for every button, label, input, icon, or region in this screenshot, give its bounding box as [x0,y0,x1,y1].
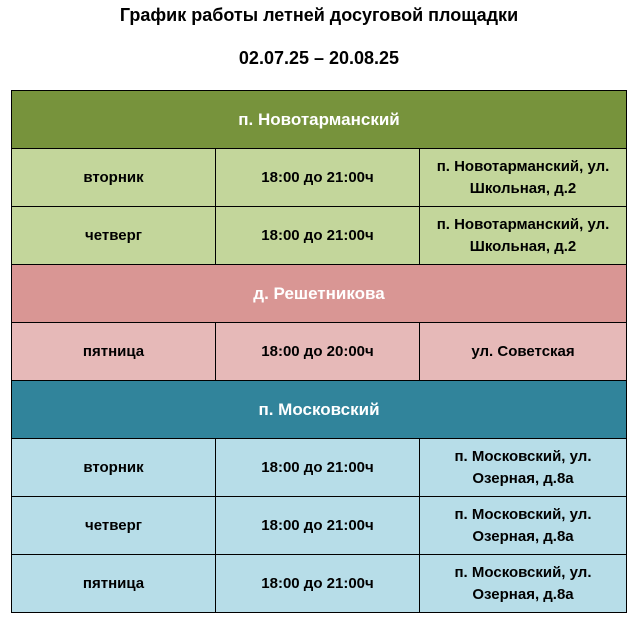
day-cell: вторник [12,149,216,207]
section-title: п. Московский [12,381,627,439]
place-cell: п. Новотарманский, ул. Школьная, д.2 [420,149,627,207]
section-title: д. Решетникова [12,265,627,323]
section-header-reshetnikova [12,265,627,323]
place-cell: п. Московский, ул. Озерная, д.8а [420,497,627,555]
day-cell: пятница [12,323,216,381]
time-cell: 18:00 до 21:00ч [216,207,420,265]
section-title: п. Новотарманский [12,91,627,149]
day-cell: четверг [12,207,216,265]
time-cell: 18:00 до 20:00ч [216,323,420,381]
day-cell: вторник [12,439,216,497]
schedule-table [11,90,627,613]
place-cell: п. Московский, ул. Озерная, д.8а [420,555,627,613]
time-cell: 18:00 до 21:00ч [216,555,420,613]
section-header-moskovsky [12,381,627,439]
place-cell: п. Московский, ул. Озерная, д.8а [420,439,627,497]
period-dates: 02.07.25 – 20.08.25 [238,48,400,68]
place-cell: п. Новотарманский, ул. Школьная, д.2 [420,207,627,265]
day-cell: пятница [12,555,216,613]
time-cell: 18:00 до 21:00ч [216,497,420,555]
table-row [12,149,627,207]
table-row [12,497,627,555]
time-cell: 18:00 до 21:00ч [216,439,420,497]
table-row [12,323,627,381]
place-cell: ул. Советская [420,323,627,381]
page-title: График работы летней досуговой площадки [119,5,519,25]
table-row [12,555,627,613]
section-header-novotarmansky [12,91,627,149]
day-cell: четверг [12,497,216,555]
time-cell: 18:00 до 21:00ч [216,149,420,207]
table-row [12,207,627,265]
table-row [12,439,627,497]
